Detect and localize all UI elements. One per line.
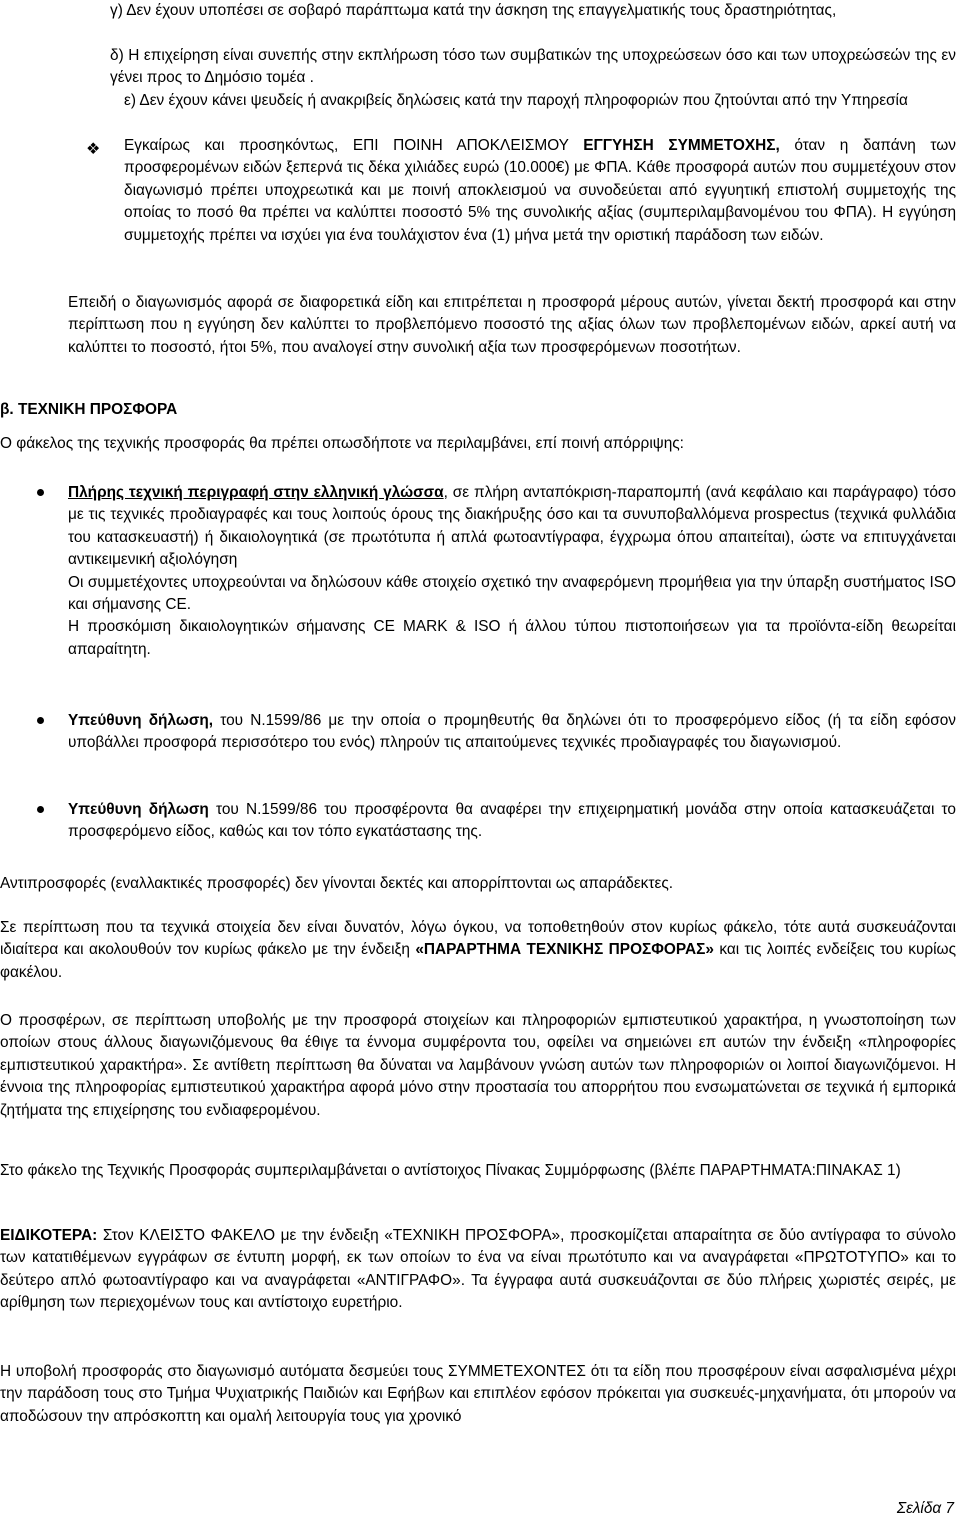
bullet2-bold: Υπεύθυνη δήλωση, xyxy=(68,712,214,729)
separate-pkg-after: και τις λοιπές ενδείξεις του κυρίως φακέλου. xyxy=(0,941,956,981)
separate-pkg-bold: «ΠΑΡΑΡΤΗΜΑ ΤΕΧΝΙΚΗΣ ΠΡΟΣΦΟΡΑΣ» xyxy=(415,941,714,959)
section-intro: Ο φάκελος της τεχνικής προσφοράς θα πρέπει οπωσδήποτε να περιλαμβάνει, επί ποινή απόρριψης: xyxy=(0,435,684,452)
bullet1-iso: Οι συμμετέχοντες υποχρεούνται να δηλώσουν κάθε στοιχείο σχετικό την αναφερόμενη προμήθεια για την ύπαρξη συστήματος ISO και σήμανσης CE. xyxy=(68,573,956,614)
bullet2-text: του Ν.1599/86 με την οποία ο προμηθευτής θα δηλώνει ότι το προσφερόμενο είδος (ή τα είδη εφόσον υποβάλλει προσφορά περισσότερο του ενός) πληρούν τις απαιτούμενες τεχνικές προδιαγραφές του διαγωνισμού. xyxy=(68,712,956,752)
bullet1-description xyxy=(68,482,956,572)
guarantee-bold: ΕΓΓΥΗΣΗ ΣΥΜΜΕΤΟΧΗΣ, xyxy=(583,137,780,154)
bullet3-bold: Υπεύθυνη δήλωση xyxy=(68,801,209,818)
warranty-paragraph: Η υποβολή προσφοράς στο διαγωνισμό αυτόματα δεσμεύει τους ΣΥΜΜΕΤΕΧΟΝΤΕΣ ότι τα είδη που προσφέρουν είναι ασφαλισμένα μέχρι την παράδοση τους στο Τμήμα Ψυχιατρικής Παιδιών και Εφήβων και επιπλέον εφόσον πρόκειται για συσκευές-μηχανήματα, ότι μπορούν να αποδώσουν την απρόσκοπτη και ομαλή λειτουργία τους για χρονικό xyxy=(0,1363,956,1425)
separate-package-paragraph xyxy=(0,917,956,984)
special-text: Στον ΚΛΕΙΣΤΟ ΦΑΚΕΛΟ με την ένδειξη «ΤΕΧΝΙΚΗ ΠΡΟΣΦΟΡΑ», προσκομίζεται απαραίτητα σε δύο αντίγραφα το σύνολο των κατατιθέμενων εγγράφων σε έντυπη μορφή, εκ των οποίων το ένα να είναι πρωτότυπο και να αναγράφεται «ΠΡΩΤΟΤΥΠΟ» και το δεύτερο απλό φωτοαντίγραφο και να αναγράφεται «ΑΝΤΙΓΡΑΦΟ». Τα έγγραφα αυτά συσκευάζονται σε δύο πλήρεις χωριστές σειρές, με αρίθμηση των περιεχομένων τους και αντίστοιχο ευρετήριο. xyxy=(0,1227,956,1312)
item-d: δ) Η επιχείρηση είναι συνεπής στην εκπλήρωση τόσο των συμβατικών της υποχρεώσεων όσο και των υποχρεώσεών της εν γένει προς το Δημόσιο τομέα . xyxy=(110,47,956,87)
bullet2-paragraph xyxy=(68,710,956,755)
item-g: γ) Δεν έχουν υποπέσει σε σοβαρό παράπτωμα κατά την άσκηση της επαγγελματικής τους δραστηριότητας, xyxy=(110,2,837,19)
compliance-paragraph: Στο φάκελο της Τεχνικής Προσφοράς συμπεριλαμβάνεται ο αντίστοιχος Πίνακας Συμμόρφωσης (βλέπε ΠΑΡΑΡΤΗΜΑΤΑ:ΠΙΝΑΚΑΣ 1) xyxy=(0,1162,901,1179)
bullet1-bold: Πλήρης τεχνική περιγραφή στην ελληνική γλώσσα xyxy=(68,484,444,501)
bullet3-text: του Ν.1599/86 του προσφέροντα θα αναφέρει την επιχειρηματική μονάδα στην οποία κατασκευάζεται το προσφερόμενο είδος, καθώς και τον τόπο εγκατάστασης της. xyxy=(68,801,956,841)
bullet-dot-icon xyxy=(37,806,44,813)
section-heading: β. ΤΕΧΝΙΚΗ ΠΡΟΣΦΟΡΑ xyxy=(0,401,178,418)
guarantee-paragraph xyxy=(124,135,956,247)
bullet3-paragraph xyxy=(68,799,956,844)
bullet1-text: , σε πλήρη ανταπόκριση-παραπομπή (ανά κεφάλαιο και παράγραφο) τόσο με τις τεχνικές προδιαγραφές και τους λοιπούς όρους της διακήρυξης όσο και τα συνυποβαλλόμενα prospectus (τεχνικά φυλλάδια του κατασκευαστή) ή δικαιολογητικά (σε πρωτότυπα ή απλά φωτοαντίγραφα, έγχρωμα όπου απαιτείται), ώστε να επιτυγχάνεται αντικειμενική αξιολόγηση xyxy=(68,484,956,569)
bullet-dot-icon xyxy=(37,717,44,724)
special-bold: ΕΙΔΙΚΟΤΕΡΑ: xyxy=(0,1227,98,1244)
diamond-four-petal-icon: ❖ xyxy=(86,139,101,158)
guarantee-text-before: Εγκαίρως και προσηκόντως, ΕΠΙ ΠΟΙΝΗ ΑΠΟΚΛΕΙΣΜΟΥ xyxy=(124,137,584,154)
alt-offers-paragraph: Αντιπροσφορές (εναλλακτικές προσφορές) δεν γίνονται δεκτές και απορρίπτονται ως απαράδεκτες. xyxy=(0,875,674,892)
page-number: Σελίδα 7 xyxy=(896,1500,954,1517)
item-e: ε) Δεν έχουν κάνει ψευδείς ή ανακριβείς δηλώσεις κατά την παροχή πληροφοριών που ζητούνται από την Υπηρεσία xyxy=(124,92,908,109)
separate-pkg-before: Σε περίπτωση που τα τεχνικά στοιχεία δεν είναι δυνατόν, λόγω όγκου, να τοποθετηθούν στον κυρίως φάκελο, τότε αυτά συσκευάζονται ιδιαίτερα και ακολουθούν τον κυρίως φάκελο με την ένδειξη xyxy=(0,919,956,959)
guarantee-text-after: όταν η δαπάνη των προσφερομένων ειδών ξεπερνά τις δέκα χιλιάδες ευρώ (10.000€) με ΦΠΑ. Κάθε προσφορά αυτών που συμμετέχουν στον διαγωνισμό πρέπει υποχρεωτικά και με ποινή αποκλεισμού να συνοδεύεται από εγγυητική επιστολή συμμετοχής της οποίας το ποσό θα πρέπει να καλύπτει ποσοστό 5% της συνολικής αξίας (συμπεριλαμβανομένου του ΦΠΑ). Η εγγύηση συμμετοχής πρέπει να ισχύει για ένα τουλάχιστον ένα (1) μήνα μετά την οριστική παράδοση των ειδών. xyxy=(124,137,957,244)
bullet-dot-icon xyxy=(37,489,44,496)
confidential-paragraph: Ο προσφέρων, σε περίπτωση υποβολής με την προσφορά στοιχείων και πληροφοριών εμπιστευτικού χαρακτήρα, η γνωστοποίηση των οποίων στους άλλους διαγωνιζόμενους θα έθιγε τα έννομα συμφέροντα του, οφείλει να σημειώνει επ αυτών την ένδειξη «πληροφορίες εμπιστευτικού χαρακτήρα». Σε αντίθετη περίπτωση θα δύναται να λαμβάνουν γνώση αυτών των πληροφοριών οι λοιποί διαγωνιζόμενοι. Η έννοια της πληροφορίας εμπιστευτικού χαρακτήρα αφορά μόνο στην προστασία του απορρήτου που ενσωματώνεται σε τεχνικά ή εμπορικά ζητήματα της επιχείρησης του ενδιαφερομένου. xyxy=(0,1012,956,1119)
bullet1-block xyxy=(68,482,956,661)
bullet1-ce: Η προσκόμιση δικαιολογητικών σήμανσης CE MARK & ISO ή άλλου τύπου πιστοποιήσεων για τα προϊόντα-είδη θεωρείται απαραίτητη. xyxy=(68,618,956,658)
special-paragraph xyxy=(0,1225,956,1315)
partial-offer-paragraph: Επειδή ο διαγωνισμός αφορά σε διαφορετικά είδη και επιτρέπεται η προσφορά μέρους αυτών, γίνεται δεκτή προσφορά και στην περίπτωση που η εγγύηση δεν καλύπτει το προβλεπόμενο ποσοστό της αξίας όλων των προβλεπομένων ειδών, αρκεί αυτή να καλύπτει το ποσοστό, ήτοι 5%, που αναλογεί στην συνολική αξία των προσφερόμενων ποσοτήτων. xyxy=(68,294,956,356)
